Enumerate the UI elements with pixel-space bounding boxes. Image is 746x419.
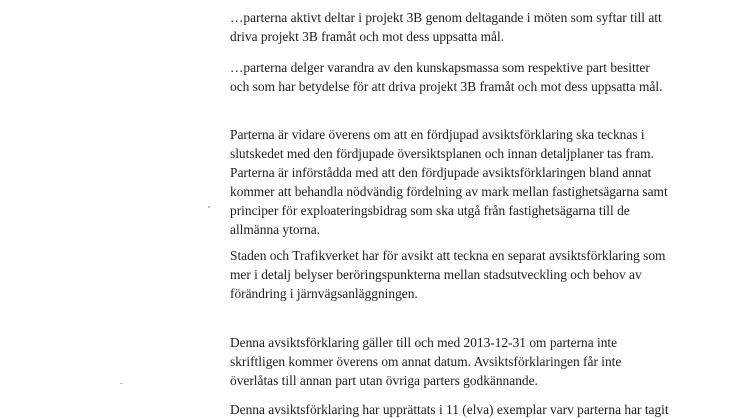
paragraph-copies (230, 400, 700, 419)
text-line: slutskedet med den fördjupade översiktsplanen och innan detaljplaner tas fram. (230, 146, 654, 161)
text-line: Parterna är införstådda med att den fördjupade avsiktsförklaringen bland annat (230, 165, 652, 180)
scan-speck (208, 206, 210, 208)
text-line: mer i detalj belyser beröringspunkterna mellan stadsutveckling och behov av (230, 267, 642, 282)
text-line: driva projekt 3B framåt och mot dess uppsatta mål. (230, 29, 505, 44)
paragraph-separate-agreement (230, 246, 700, 303)
text-line: och som har betydelse för att driva projekt 3B framåt och mot dess uppsatta mål. (230, 79, 663, 94)
paragraph-knowledge-sharing (230, 58, 700, 96)
paragraph-active-participation (230, 8, 700, 46)
text-line: …parterna aktivt deltar i projekt 3B genom deltagande i möten som syftar till att (230, 10, 662, 25)
text-line: Denna avsiktsförklaring gäller till och med 2013-12-31 om parterna inte (230, 335, 618, 350)
text-line: förändring i järnvägsanläggningen. (230, 286, 418, 301)
text-line: Denna avsiktsförklaring har upprättats i 11 (elva) exemplar varv parterna har tagit (230, 402, 669, 417)
text-line: Staden och Trafikverket har för avsikt att teckna en separat avsiktsförklaring som (230, 248, 666, 263)
text-line: allmänna ytorna. (230, 222, 320, 237)
text-line: skriftligen kommer överens om annat datum. Avsiktsförklaringen får inte (230, 354, 622, 369)
text-line: principer för exploateringsbidrag som ska utgå från fastighetsägarna till de (230, 203, 630, 218)
text-line: Parterna är vidare överens om att en fördjupad avsiktsförklaring ska tecknas i (230, 127, 645, 142)
paragraph-validity (230, 333, 700, 390)
text-line: …parterna delger varandra av den kunskapsmassa som respektive part besitter (230, 60, 650, 75)
text-line: överlåtas till annan part utan övriga parters godkännande. (230, 373, 538, 388)
text-line: kommer att behandla nödvändig fördelning av mark mellan fastighetsägarna samt (230, 184, 668, 199)
paragraph-further-agreement (230, 125, 700, 239)
scan-speck (120, 383, 123, 384)
